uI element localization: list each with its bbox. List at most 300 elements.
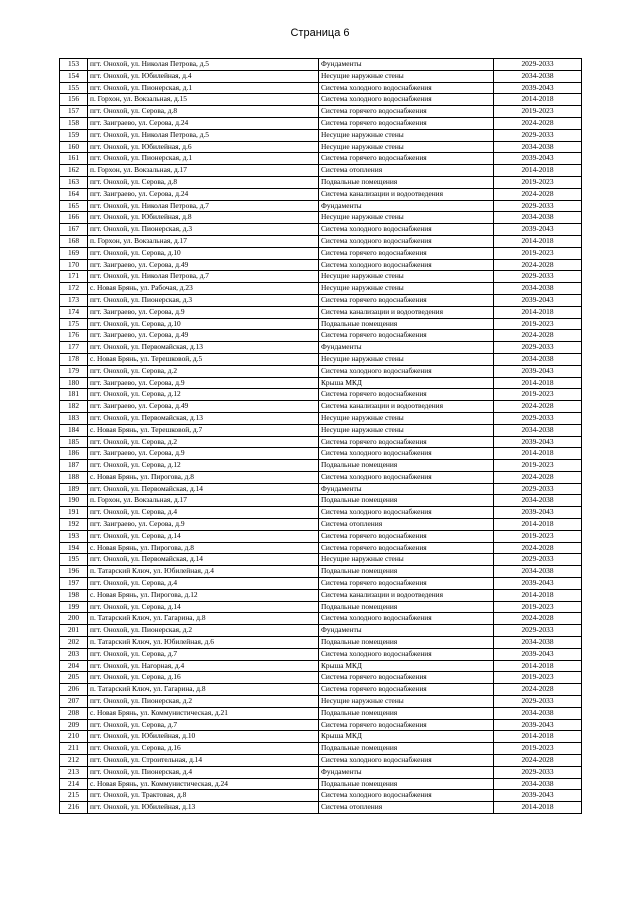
address-cell: пгт. Онохой, ул. Трактовая, д.8 bbox=[88, 790, 319, 802]
period-cell: 2029-2033 bbox=[494, 342, 582, 354]
address-cell: п. Татарский Ключ, ул. Гагарина, д.8 bbox=[88, 613, 319, 625]
address-cell: пгт. Онохой, ул. Серова, д.12 bbox=[88, 460, 319, 472]
work-type-cell: Подвальные помещения bbox=[319, 566, 494, 578]
address-cell: пгт. Онохой, ул. Серова, д.2 bbox=[88, 365, 319, 377]
work-type-cell: Несущие наружные стены bbox=[319, 129, 494, 141]
row-number: 205 bbox=[60, 672, 88, 684]
row-number: 186 bbox=[60, 448, 88, 460]
row-number: 169 bbox=[60, 247, 88, 259]
table-row bbox=[60, 318, 582, 330]
row-number: 183 bbox=[60, 412, 88, 424]
table-row bbox=[60, 401, 582, 413]
period-cell: 2039-2043 bbox=[494, 224, 582, 236]
period-cell: 2019-2023 bbox=[494, 672, 582, 684]
address-cell: пгт. Онохой, ул. Первомайская, д.13 bbox=[88, 342, 319, 354]
period-cell: 2014-2018 bbox=[494, 589, 582, 601]
row-number: 211 bbox=[60, 743, 88, 755]
row-number: 213 bbox=[60, 766, 88, 778]
table-row bbox=[60, 283, 582, 295]
row-number: 159 bbox=[60, 129, 88, 141]
period-cell: 2039-2043 bbox=[494, 507, 582, 519]
work-type-cell: Система горячего водоснабжения bbox=[319, 117, 494, 129]
row-number: 177 bbox=[60, 342, 88, 354]
row-number: 155 bbox=[60, 82, 88, 94]
address-cell: пгт. Онохой, ул. Нагорная, д.4 bbox=[88, 660, 319, 672]
address-cell: пгт. Онохой, ул. Пионерская, д.4 bbox=[88, 766, 319, 778]
period-cell: 2014-2018 bbox=[494, 731, 582, 743]
table-row bbox=[60, 637, 582, 649]
row-number: 185 bbox=[60, 436, 88, 448]
work-type-cell: Система холодного водоснабжения bbox=[319, 259, 494, 271]
row-number: 199 bbox=[60, 601, 88, 613]
period-cell: 2024-2028 bbox=[494, 401, 582, 413]
row-number: 165 bbox=[60, 200, 88, 212]
period-cell: 2034-2038 bbox=[494, 495, 582, 507]
period-cell: 2029-2033 bbox=[494, 766, 582, 778]
row-number: 160 bbox=[60, 141, 88, 153]
address-cell: с. Новая Брянь, ул. Пирогова, д.8 bbox=[88, 471, 319, 483]
work-type-cell: Система горячего водоснабжения bbox=[319, 247, 494, 259]
address-cell: пгт. Заиграево, ул. Серова, д.9 bbox=[88, 519, 319, 531]
address-cell: пгт. Онохой, ул. Серова, д.10 bbox=[88, 318, 319, 330]
period-cell: 2034-2038 bbox=[494, 212, 582, 224]
period-cell: 2019-2023 bbox=[494, 601, 582, 613]
table-row bbox=[60, 483, 582, 495]
period-cell: 2024-2028 bbox=[494, 613, 582, 625]
row-number: 171 bbox=[60, 271, 88, 283]
address-cell: пгт. Онохой, ул. Серова, д.7 bbox=[88, 719, 319, 731]
row-number: 195 bbox=[60, 554, 88, 566]
period-cell: 2034-2038 bbox=[494, 141, 582, 153]
period-cell: 2039-2043 bbox=[494, 578, 582, 590]
address-cell: пгт. Онохой, ул. Юбилейная, д.13 bbox=[88, 802, 319, 814]
work-type-cell: Система отопления bbox=[319, 519, 494, 531]
period-cell: 2039-2043 bbox=[494, 82, 582, 94]
work-type-cell: Фундаменты bbox=[319, 766, 494, 778]
table-row bbox=[60, 648, 582, 660]
table-row bbox=[60, 235, 582, 247]
period-cell: 2034-2038 bbox=[494, 707, 582, 719]
row-number: 206 bbox=[60, 684, 88, 696]
table-row bbox=[60, 424, 582, 436]
table-row bbox=[60, 353, 582, 365]
table-row bbox=[60, 495, 582, 507]
row-number: 189 bbox=[60, 483, 88, 495]
address-cell: пгт. Онохой, ул. Серова, д.10 bbox=[88, 247, 319, 259]
work-type-cell: Система горячего водоснабжения bbox=[319, 719, 494, 731]
table-row bbox=[60, 259, 582, 271]
table-row bbox=[60, 755, 582, 767]
period-cell: 2014-2018 bbox=[494, 235, 582, 247]
work-type-cell: Система горячего водоснабжения bbox=[319, 578, 494, 590]
work-type-cell: Система холодного водоснабжения bbox=[319, 507, 494, 519]
table-row bbox=[60, 471, 582, 483]
address-cell: пгт. Онохой, ул. Серова, д.16 bbox=[88, 672, 319, 684]
table-row bbox=[60, 719, 582, 731]
address-cell: пгт. Онохой, ул. Пионерская, д.1 bbox=[88, 82, 319, 94]
row-number: 181 bbox=[60, 389, 88, 401]
address-cell: пгт. Онохой, ул. Серова, д.14 bbox=[88, 530, 319, 542]
row-number: 179 bbox=[60, 365, 88, 377]
table-row bbox=[60, 731, 582, 743]
row-number: 203 bbox=[60, 648, 88, 660]
address-cell: пгт. Онохой, ул. Николая Петрова, д.5 bbox=[88, 129, 319, 141]
row-number: 196 bbox=[60, 566, 88, 578]
work-type-cell: Несущие наружные стены bbox=[319, 212, 494, 224]
work-type-cell: Несущие наружные стены bbox=[319, 141, 494, 153]
period-cell: 2034-2038 bbox=[494, 353, 582, 365]
address-cell: п. Горхон, ул. Вокзальная, д.17 bbox=[88, 165, 319, 177]
address-cell: пгт. Заиграево, ул. Серова, д.49 bbox=[88, 259, 319, 271]
period-cell: 2019-2023 bbox=[494, 743, 582, 755]
work-type-cell: Фундаменты bbox=[319, 59, 494, 71]
row-number: 208 bbox=[60, 707, 88, 719]
table-row bbox=[60, 342, 582, 354]
table-row bbox=[60, 743, 582, 755]
work-type-cell: Система горячего водоснабжения bbox=[319, 153, 494, 165]
period-cell: 2039-2043 bbox=[494, 719, 582, 731]
table-row bbox=[60, 589, 582, 601]
row-number: 182 bbox=[60, 401, 88, 413]
address-cell: с. Новая Брянь, ул. Пирогова, д.12 bbox=[88, 589, 319, 601]
address-cell: с. Новая Брянь, ул. Терешковой, д.7 bbox=[88, 424, 319, 436]
work-type-cell: Несущие наружные стены bbox=[319, 424, 494, 436]
table-body bbox=[60, 59, 582, 814]
row-number: 173 bbox=[60, 294, 88, 306]
row-number: 154 bbox=[60, 70, 88, 82]
work-type-cell: Несущие наружные стены bbox=[319, 554, 494, 566]
work-type-cell: Несущие наружные стены bbox=[319, 283, 494, 295]
period-cell: 2019-2023 bbox=[494, 530, 582, 542]
row-number: 191 bbox=[60, 507, 88, 519]
period-cell: 2014-2018 bbox=[494, 306, 582, 318]
work-type-cell: Подвальные помещения bbox=[319, 318, 494, 330]
period-cell: 2024-2028 bbox=[494, 259, 582, 271]
table-row bbox=[60, 271, 582, 283]
work-type-cell: Система холодного водоснабжения bbox=[319, 224, 494, 236]
work-type-cell: Система канализации и водоотведения bbox=[319, 306, 494, 318]
period-cell: 2034-2038 bbox=[494, 566, 582, 578]
address-cell: пгт. Онохой, ул. Серова, д.8 bbox=[88, 176, 319, 188]
table-row bbox=[60, 294, 582, 306]
period-cell: 2024-2028 bbox=[494, 117, 582, 129]
work-type-cell: Подвальные помещения bbox=[319, 707, 494, 719]
work-type-cell: Система канализации и водоотведения bbox=[319, 589, 494, 601]
period-cell: 2014-2018 bbox=[494, 377, 582, 389]
work-type-cell: Подвальные помещения bbox=[319, 601, 494, 613]
work-type-cell: Система горячего водоснабжения bbox=[319, 672, 494, 684]
address-cell: пгт. Онохой, ул. Первомайская, д.14 bbox=[88, 483, 319, 495]
row-number: 167 bbox=[60, 224, 88, 236]
address-cell: пгт. Онохой, ул. Серова, д.2 bbox=[88, 436, 319, 448]
table-row bbox=[60, 176, 582, 188]
repair-schedule-table bbox=[59, 58, 582, 814]
table-row bbox=[60, 365, 582, 377]
period-cell: 2019-2023 bbox=[494, 318, 582, 330]
period-cell: 2029-2033 bbox=[494, 625, 582, 637]
work-type-cell: Система холодного водоснабжения bbox=[319, 755, 494, 767]
work-type-cell: Система холодного водоснабжения bbox=[319, 448, 494, 460]
table-row bbox=[60, 778, 582, 790]
period-cell: 2029-2033 bbox=[494, 200, 582, 212]
work-type-cell: Система горячего водоснабжения bbox=[319, 542, 494, 554]
address-cell: пгт. Онохой, ул. Николая Петрова, д.7 bbox=[88, 200, 319, 212]
row-number: 162 bbox=[60, 165, 88, 177]
row-number: 187 bbox=[60, 460, 88, 472]
row-number: 198 bbox=[60, 589, 88, 601]
row-number: 188 bbox=[60, 471, 88, 483]
address-cell: пгт. Онохой, ул. Серова, д.14 bbox=[88, 601, 319, 613]
address-cell: пгт. Заиграево, ул. Серова, д.24 bbox=[88, 117, 319, 129]
table-row bbox=[60, 460, 582, 472]
work-type-cell: Система горячего водоснабжения bbox=[319, 436, 494, 448]
table-row bbox=[60, 660, 582, 672]
table-row bbox=[60, 530, 582, 542]
work-type-cell: Крыша МКД bbox=[319, 731, 494, 743]
address-cell: пгт. Онохой, ул. Юбилейная, д.4 bbox=[88, 70, 319, 82]
work-type-cell: Несущие наружные стены bbox=[319, 271, 494, 283]
period-cell: 2039-2043 bbox=[494, 648, 582, 660]
address-cell: п. Татарский Ключ, ул. Гагарина, д.8 bbox=[88, 684, 319, 696]
address-cell: пгт. Онохой, ул. Пионерская, д.3 bbox=[88, 224, 319, 236]
table-row bbox=[60, 153, 582, 165]
table-row bbox=[60, 672, 582, 684]
period-cell: 2019-2023 bbox=[494, 247, 582, 259]
row-number: 158 bbox=[60, 117, 88, 129]
work-type-cell: Система канализации и водоотведения bbox=[319, 188, 494, 200]
table-row bbox=[60, 707, 582, 719]
table-row bbox=[60, 519, 582, 531]
period-cell: 2029-2033 bbox=[494, 271, 582, 283]
table-row bbox=[60, 70, 582, 82]
work-type-cell: Система холодного водоснабжения bbox=[319, 94, 494, 106]
table-row bbox=[60, 412, 582, 424]
row-number: 214 bbox=[60, 778, 88, 790]
period-cell: 2019-2023 bbox=[494, 389, 582, 401]
period-cell: 2039-2043 bbox=[494, 153, 582, 165]
address-cell: пгт. Онохой, ул. Пионерская, д.3 bbox=[88, 294, 319, 306]
work-type-cell: Несущие наружные стены bbox=[319, 353, 494, 365]
address-cell: пгт. Онохой, ул. Николая Петрова, д.5 bbox=[88, 59, 319, 71]
period-cell: 2039-2043 bbox=[494, 365, 582, 377]
work-type-cell: Фундаменты bbox=[319, 200, 494, 212]
table-row bbox=[60, 684, 582, 696]
period-cell: 2034-2038 bbox=[494, 778, 582, 790]
work-type-cell: Система холодного водоснабжения bbox=[319, 471, 494, 483]
address-cell: пгт. Онохой, ул. Юбилейная, д.6 bbox=[88, 141, 319, 153]
address-cell: пгт. Онохой, ул. Юбилейная, д.8 bbox=[88, 212, 319, 224]
table-row bbox=[60, 129, 582, 141]
work-type-cell: Подвальные помещения bbox=[319, 743, 494, 755]
period-cell: 2024-2028 bbox=[494, 684, 582, 696]
work-type-cell: Система отопления bbox=[319, 165, 494, 177]
table-row bbox=[60, 200, 582, 212]
table-row bbox=[60, 59, 582, 71]
work-type-cell: Фундаменты bbox=[319, 342, 494, 354]
work-type-cell: Система горячего водоснабжения bbox=[319, 330, 494, 342]
address-cell: пгт. Заиграево, ул. Серова, д.24 bbox=[88, 188, 319, 200]
address-cell: пгт. Онохой, ул. Серова, д.8 bbox=[88, 106, 319, 118]
table-row bbox=[60, 802, 582, 814]
table-row bbox=[60, 625, 582, 637]
address-cell: пгт. Заиграево, ул. Серова, д.9 bbox=[88, 377, 319, 389]
table-row bbox=[60, 389, 582, 401]
period-cell: 2029-2033 bbox=[494, 696, 582, 708]
work-type-cell: Крыша МКД bbox=[319, 660, 494, 672]
work-type-cell: Несущие наружные стены bbox=[319, 696, 494, 708]
work-type-cell: Подвальные помещения bbox=[319, 460, 494, 472]
period-cell: 2029-2033 bbox=[494, 483, 582, 495]
row-number: 212 bbox=[60, 755, 88, 767]
period-cell: 2029-2033 bbox=[494, 129, 582, 141]
address-cell: п. Горхон, ул. Вокзальная, д.17 bbox=[88, 495, 319, 507]
period-cell: 2014-2018 bbox=[494, 802, 582, 814]
row-number: 163 bbox=[60, 176, 88, 188]
work-type-cell: Система холодного водоснабжения bbox=[319, 365, 494, 377]
period-cell: 2039-2043 bbox=[494, 294, 582, 306]
work-type-cell: Система горячего водоснабжения bbox=[319, 106, 494, 118]
work-type-cell: Система горячего водоснабжения bbox=[319, 294, 494, 306]
row-number: 170 bbox=[60, 259, 88, 271]
address-cell: п. Татарский Ключ, ул. Юбилейная, д.6 bbox=[88, 637, 319, 649]
work-type-cell: Подвальные помещения bbox=[319, 637, 494, 649]
table-row bbox=[60, 165, 582, 177]
row-number: 156 bbox=[60, 94, 88, 106]
work-type-cell: Подвальные помещения bbox=[319, 176, 494, 188]
row-number: 178 bbox=[60, 353, 88, 365]
work-type-cell: Система отопления bbox=[319, 802, 494, 814]
work-type-cell: Система холодного водоснабжения bbox=[319, 648, 494, 660]
period-cell: 2024-2028 bbox=[494, 471, 582, 483]
period-cell: 2039-2043 bbox=[494, 436, 582, 448]
table-row bbox=[60, 117, 582, 129]
table-row bbox=[60, 696, 582, 708]
row-number: 192 bbox=[60, 519, 88, 531]
work-type-cell: Подвальные помещения bbox=[319, 778, 494, 790]
row-number: 194 bbox=[60, 542, 88, 554]
address-cell: пгт. Заиграево, ул. Серова, д.49 bbox=[88, 330, 319, 342]
row-number: 216 bbox=[60, 802, 88, 814]
work-type-cell: Несущие наружные стены bbox=[319, 412, 494, 424]
address-cell: с. Новая Брянь, ул. Рабочая, д.23 bbox=[88, 283, 319, 295]
address-cell: пгт. Онохой, ул. Пионерская, д.1 bbox=[88, 153, 319, 165]
row-number: 207 bbox=[60, 696, 88, 708]
period-cell: 2029-2033 bbox=[494, 554, 582, 566]
row-number: 172 bbox=[60, 283, 88, 295]
work-type-cell: Система горячего водоснабжения bbox=[319, 530, 494, 542]
table-row bbox=[60, 436, 582, 448]
address-cell: п. Горхон, ул. Вокзальная, д.15 bbox=[88, 94, 319, 106]
row-number: 215 bbox=[60, 790, 88, 802]
address-cell: пгт. Онохой, ул. Первомайская, д.14 bbox=[88, 554, 319, 566]
address-cell: пгт. Онохой, ул. Серова, д.4 bbox=[88, 578, 319, 590]
address-cell: пгт. Онохой, ул. Серова, д.4 bbox=[88, 507, 319, 519]
period-cell: 2019-2023 bbox=[494, 460, 582, 472]
row-number: 175 bbox=[60, 318, 88, 330]
period-cell: 2024-2028 bbox=[494, 755, 582, 767]
row-number: 176 bbox=[60, 330, 88, 342]
period-cell: 2039-2043 bbox=[494, 790, 582, 802]
table-row bbox=[60, 507, 582, 519]
table-row bbox=[60, 188, 582, 200]
period-cell: 2024-2028 bbox=[494, 330, 582, 342]
address-cell: пгт. Заиграево, ул. Серова, д.9 bbox=[88, 306, 319, 318]
work-type-cell: Несущие наружные стены bbox=[319, 70, 494, 82]
address-cell: с. Новая Брянь, ул. Коммунистическая, д.24 bbox=[88, 778, 319, 790]
table-row bbox=[60, 578, 582, 590]
row-number: 209 bbox=[60, 719, 88, 731]
row-number: 202 bbox=[60, 637, 88, 649]
period-cell: 2034-2038 bbox=[494, 637, 582, 649]
address-cell: п. Татарский Ключ, ул. Юбилейная, д.4 bbox=[88, 566, 319, 578]
address-cell: пгт. Онохой, ул. Пионерская, д.2 bbox=[88, 696, 319, 708]
row-number: 210 bbox=[60, 731, 88, 743]
period-cell: 2029-2033 bbox=[494, 412, 582, 424]
row-number: 168 bbox=[60, 235, 88, 247]
address-cell: пгт. Онохой, ул. Серова, д.12 bbox=[88, 389, 319, 401]
period-cell: 2024-2028 bbox=[494, 542, 582, 554]
work-type-cell: Система холодного водоснабжения bbox=[319, 82, 494, 94]
address-cell: с. Новая Брянь, ул. Коммунистическая, д.21 bbox=[88, 707, 319, 719]
row-number: 201 bbox=[60, 625, 88, 637]
work-type-cell: Система горячего водоснабжения bbox=[319, 684, 494, 696]
table-row bbox=[60, 212, 582, 224]
work-type-cell: Система горячего водоснабжения bbox=[319, 389, 494, 401]
row-number: 164 bbox=[60, 188, 88, 200]
address-cell: пгт. Заиграево, ул. Серова, д.9 bbox=[88, 448, 319, 460]
work-type-cell: Система канализации и водоотведения bbox=[319, 401, 494, 413]
table-row bbox=[60, 141, 582, 153]
work-type-cell: Система холодного водоснабжения bbox=[319, 613, 494, 625]
work-type-cell: Фундаменты bbox=[319, 483, 494, 495]
table-row bbox=[60, 542, 582, 554]
work-type-cell: Система холодного водоснабжения bbox=[319, 790, 494, 802]
work-type-cell: Система холодного водоснабжения bbox=[319, 235, 494, 247]
row-number: 180 bbox=[60, 377, 88, 389]
table-row bbox=[60, 613, 582, 625]
table-row bbox=[60, 448, 582, 460]
table-row bbox=[60, 330, 582, 342]
work-type-cell: Крыша МКД bbox=[319, 377, 494, 389]
address-cell: пгт. Онохой, ул. Строительная, д.14 bbox=[88, 755, 319, 767]
address-cell: пгт. Онохой, ул. Пионерская, д.2 bbox=[88, 625, 319, 637]
row-number: 193 bbox=[60, 530, 88, 542]
row-number: 190 bbox=[60, 495, 88, 507]
table-row bbox=[60, 94, 582, 106]
row-number: 157 bbox=[60, 106, 88, 118]
table-row bbox=[60, 306, 582, 318]
row-number: 184 bbox=[60, 424, 88, 436]
table-row bbox=[60, 601, 582, 613]
row-number: 200 bbox=[60, 613, 88, 625]
table-row bbox=[60, 247, 582, 259]
address-cell: пгт. Онохой, ул. Серова, д.7 bbox=[88, 648, 319, 660]
row-number: 197 bbox=[60, 578, 88, 590]
address-cell: п. Горхон, ул. Вокзальная, д.17 bbox=[88, 235, 319, 247]
row-number: 204 bbox=[60, 660, 88, 672]
address-cell: пгт. Онохой, ул. Первомайская, д.13 bbox=[88, 412, 319, 424]
address-cell: с. Новая Брянь, ул. Терешковой, д.5 bbox=[88, 353, 319, 365]
table-row bbox=[60, 224, 582, 236]
table-row bbox=[60, 106, 582, 118]
period-cell: 2014-2018 bbox=[494, 165, 582, 177]
row-number: 166 bbox=[60, 212, 88, 224]
address-cell: пгт. Онохой, ул. Серова, д.16 bbox=[88, 743, 319, 755]
row-number: 174 bbox=[60, 306, 88, 318]
period-cell: 2014-2018 bbox=[494, 660, 582, 672]
table-row bbox=[60, 566, 582, 578]
address-cell: пгт. Онохой, ул. Николая Петрова, д.7 bbox=[88, 271, 319, 283]
